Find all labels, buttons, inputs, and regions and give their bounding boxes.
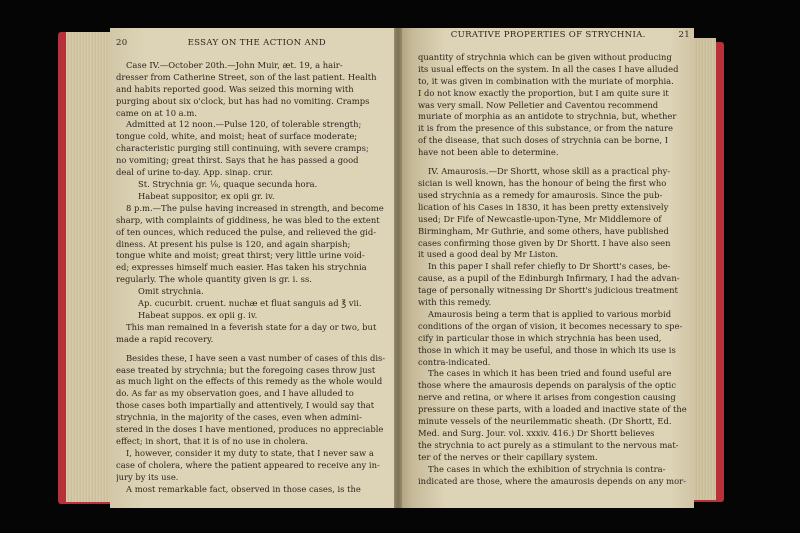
text-line: muriate of morphia as an antidote to strychnia, but, whether (418, 111, 677, 122)
text-line: dresser from Catherine Street, son of the last patient. Health (116, 71, 377, 82)
text-line: stered in the doses I have mentioned, produces no appreciable (116, 424, 384, 435)
right-page-number: 21 (678, 30, 690, 40)
text-line: Med. and Surg. Jour. vol. xxxiv. 416.) Dr Shortt believes (418, 428, 655, 438)
text-line: to, it was given in combination with the muriate of morphia. (418, 75, 674, 86)
text-line: cases confirming those given by Dr Shortt. I have also seen (418, 237, 671, 248)
text-line: The cases in which it has been tried and found useful are (428, 368, 672, 379)
left-running-head: ESSAY ON THE ACTION AND (187, 38, 326, 48)
text-line: effect; in short, that it is of no use in cholera. (116, 436, 309, 446)
text-line: strychnia, in the majority of the cases, even when admini- (116, 412, 362, 423)
left-page-text (116, 38, 386, 496)
text-line: its usual effects on the system. In all the cases I have alluded (418, 63, 679, 74)
text-line: the strychnia to act purely as a stimulant to the nervous mat- (418, 439, 679, 450)
text-line: used strychnia as a remedy for amaurosis. Since the pub- (418, 189, 663, 200)
text-line: case of cholera, where the patient appeared to receive any in- (116, 459, 380, 470)
left-page-number: 20 (116, 38, 128, 48)
text-line: it is from the presence of this substance, or from the nature (418, 123, 673, 134)
text-line: The cases in which the exhibition of strychnia is contra- (428, 463, 666, 474)
text-line: A most remarkable fact, observed in those cases, is the (126, 483, 361, 494)
text-line: tongue cold, white, and moist; heat of surface moderate; (116, 131, 358, 142)
text-line: deal of urine to-day. App. sinap. crur. (116, 167, 274, 178)
text-line: pressure on these parts, with a loaded and inactive state of the (418, 404, 687, 415)
text-line: This man remained in a feverish state for a day or two, but (126, 321, 377, 332)
text-line: those where the amaurosis depends on paralysis of the optic (418, 380, 677, 391)
text-line: as much light on the effects of this remedy as the whole would (116, 376, 383, 387)
text-line: those in which it may be useful, and those in which its use is (418, 344, 676, 355)
text-line: minute vessels of the neurilemmatic sheath. (Dr Shortt, Ed. (418, 416, 672, 427)
text-line: no vomiting; great thirst. Says that he has passed a good (116, 155, 359, 166)
text-line: lication of his Cases in 1830, it has been pretty extensively (418, 201, 669, 212)
text-line: I, however, consider it my duty to state, that I never saw a (126, 447, 374, 458)
text-line: In this paper I shall refer chiefly to Dr Shortt's cases, be- (428, 261, 671, 272)
right-page-header (418, 30, 690, 42)
text-line: was very small. Now Pelletier and Caventou recommend (418, 99, 659, 110)
text-line: Admitted at 12 noon.—Pulse 120, of tolerable strength; (126, 119, 362, 130)
text-line: came on at 10 a.m. (116, 107, 197, 118)
text-line: ease treated by strychnia; but the foregoing cases throw just (116, 364, 376, 375)
text-line: quantity of strychnia which can be given without producing (418, 51, 672, 62)
text-line: have not been able to determine. (418, 147, 559, 158)
right-running-head: CURATIVE PROPERTIES OF STRYCHNIA. (450, 30, 646, 40)
text-line: IV. Amaurosis.—Dr Shortt, whose skill as a practical phy- (428, 166, 671, 177)
text-line: St. Strychnia gr. ⅛, quaque secunda hora. (138, 178, 318, 189)
left-page-body (116, 60, 386, 496)
text-line: sician is well known, has the honour of being the first who (418, 177, 667, 188)
text-line: Ap. cucurbit. cruent. nuchæ et fluat sanguis ad ℥ vii. (138, 298, 362, 309)
text-line: cause, as a pupil of the Edinburgh Infirmary, I had the advan- (418, 273, 680, 284)
text-line: Habeat suppos. ex opii g. iv. (138, 309, 258, 320)
text-line: diness. At present his pulse is 120, and again sharpish; (116, 238, 351, 249)
text-line: Omit strychnia. (138, 286, 204, 297)
text-line: ter of the nerves or their capillary system. (418, 451, 598, 462)
text-line: used; Dr Fife of Newcastle-upon-Tyne, Mr Middlemore of (418, 213, 662, 224)
text-line (116, 346, 386, 353)
text-line: Habeat suppositor, ex opii gr. iv. (138, 190, 275, 201)
text-line: 8 p.m.—The pulse having increased in strength, and become (126, 202, 384, 213)
text-line: characteristic purging still continuing, with severe cramps; (116, 143, 369, 154)
text-line: made a rapid recovery. (116, 333, 214, 344)
text-line: I do not know exactly the proportion, but I am quite sure it (418, 87, 669, 98)
text-line: Case IV.—October 20th.—John Muir, æt. 19, a hair- (126, 59, 343, 70)
text-line: tongue white and moist; great thirst; very little urine void- (116, 250, 365, 261)
text-line: it used a good deal by Mr Liston. (418, 249, 559, 260)
right-page-text (418, 30, 690, 488)
text-line: tage of personally witnessing Dr Shortt's judicious treatment (418, 285, 678, 296)
book-gutter (394, 28, 402, 508)
text-line: nerve and retina, or where it arises from congestion causing (418, 392, 676, 403)
text-line: of ten ounces, which reduced the pulse, and relieved the gid- (116, 226, 377, 237)
text-line: indicated are those, where the amaurosis depends on any mor- (418, 475, 687, 486)
text-line (418, 159, 690, 166)
text-line: jury by its use. (116, 471, 179, 482)
left-page-header (116, 38, 386, 50)
text-line: with this remedy. (418, 297, 492, 308)
right-page-body (418, 52, 690, 488)
text-line: ed; expresses himself much easier. Has taken his strychnia (116, 262, 367, 273)
text-line: of the disease, that such doses of strychnia can be borne, I (418, 135, 669, 146)
text-line: purging about six o'clock, but has had no vomiting. Cramps (116, 95, 370, 106)
text-line: contra-indicated. (418, 356, 491, 367)
text-line: sharp, with complaints of giddiness, he was bled to the extent (116, 214, 380, 225)
text-line: and habits reported good. Was seized this morning with (116, 83, 354, 94)
text-line: do. As far as my observation goes, and I have alluded to (116, 388, 354, 399)
text-line: cify in particular those in which strychnia has been used, (418, 332, 662, 343)
text-line: regularly. The whole quantity given is gr. i. ss. (116, 274, 312, 285)
text-line: Besides these, I have seen a vast number of cases of this dis- (126, 352, 386, 363)
text-line: Amaurosis being a term that is applied to various morbid (428, 308, 672, 319)
text-line: those cases both impartially and attentively, I would say that (116, 400, 375, 411)
text-line: Birmingham, Mr Guthrie, and some others, have published (418, 225, 669, 236)
text-line: conditions of the organ of vision, it becomes necessary to spe- (418, 320, 683, 331)
